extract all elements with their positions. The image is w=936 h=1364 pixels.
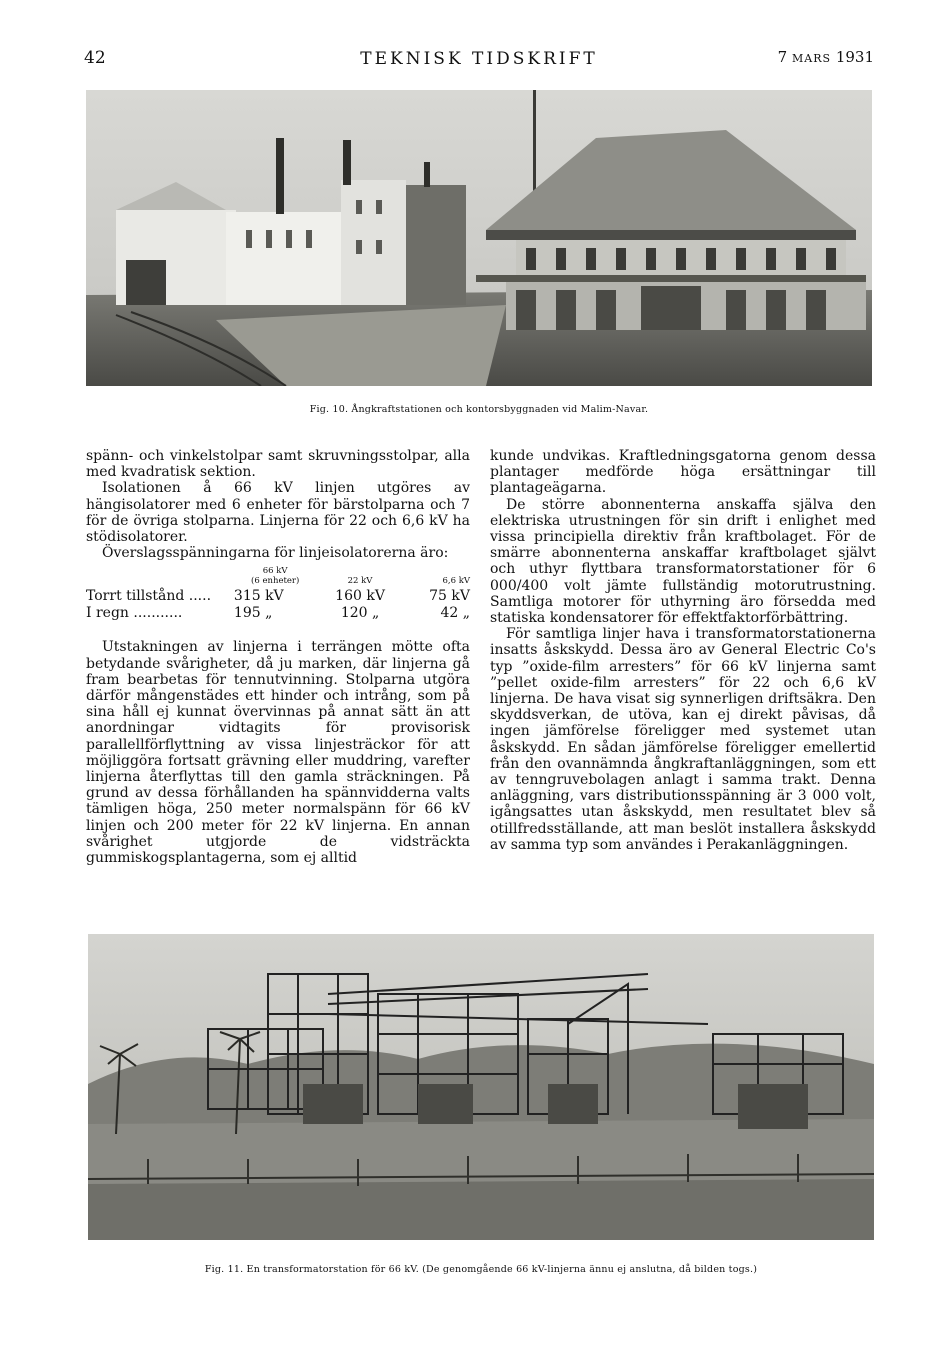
paragraph: Isolationen å 66 kV linjen utgöres av hängisolatorer med 6 enheter för bärstolparna och 7 för de övriga stolparna. Linjerna för 22 och 6,6 kV ha stödisolatorer. <box>86 480 470 546</box>
table-row <box>86 605 470 622</box>
figure-11-caption: Fig. 11. En transformatorstation för 66 kV. (De genomgående 66 kV-linjerna ännu ej anslutna, då bilden togs.) <box>204 1264 758 1275</box>
table-cell: 315 kV <box>233 588 284 605</box>
paragraph: spänn- och vinkelstolpar samt skruvningsstolpar, alla med kvadratisk sektion. <box>86 448 470 481</box>
page-number: 42 <box>84 48 106 68</box>
table-cell: 42 „ <box>440 604 470 621</box>
table-cell: I regn ........... <box>86 604 183 621</box>
figure-10-caption: Fig. 10. Ångkraftstationen och kontorsbyggnaden vid Malim-Navar. <box>309 404 649 415</box>
table-cell: 160 kV <box>335 588 385 605</box>
paragraph: För samtliga linjer hava i transformatorstationerna insatts åskskydd. Dessa äro av General Electric Co's typ ”oxide-film arresters” för 66 kV linjerna samt ”pellet oxide-film arresters” för 22 och 6,6 kV linjerna. De hava visat sig synnerligen driftsäkra. Den skyddsverkan, de utöva, kan ej direkt påvisas, då ingen jämförelse föreligger med systemet utan åskskydd. En sådan jämförelse föreligger emellertid från den ovannämnda ångkraftanläggningen, som ett av tenngruvebolagen anlagt i samma trakt. Denna anläggning, vars distributionsspänning är 3 000 volt, igångsattes utan åskskydd, men resultatet blev så otillfredsställande, att man beslöt installera åskskydd av samma typ som användes i Perakanläggningen. <box>490 626 876 853</box>
table-header: 66 kV (6 enheter) <box>251 566 300 586</box>
issue-date <box>778 48 874 66</box>
figure-10-photo <box>86 90 872 386</box>
table-cell: 120 „ <box>340 604 380 621</box>
table-row <box>86 588 470 605</box>
issue-year: 1931 <box>835 48 874 66</box>
table-cell: 195 „ <box>233 604 273 621</box>
issue-day: 7 <box>777 48 788 66</box>
journal-title: TEKNISK TIDSKRIFT <box>360 49 598 69</box>
flashover-voltage-table <box>86 567 470 621</box>
issue-month: MARS <box>792 52 832 65</box>
table-header: 22 kV <box>347 575 373 586</box>
figure-11-photo <box>88 934 874 1240</box>
text-column-right <box>490 448 876 853</box>
paragraph: Överslagsspänningarna för linjeisolatorerna äro: <box>102 545 449 562</box>
page-header <box>84 48 874 72</box>
paragraph: kunde undvikas. Kraftledningsgatorna genom dessa plantager medförde höga ersättningar till plantageägarna. <box>490 448 876 497</box>
table-cell: Torrt tillstånd ..... <box>86 588 212 605</box>
paragraph: Utstakningen av linjerna i terrängen mötte ofta betydande svårigheter, då ju marken, där linjerna gå fram bearbetas för tennutvinning. Stolparna utgöra därför mångenstädes ett hinder och intrång, som på sina håll ej kunnat övervinnas på annat sätt än att anordningar vidtagits för provisorisk parallellförflyttning av vissa linjesträckor för att möjliggöra fortsatt grävning eller muddring, varefter linjerna återflyttas till den gamla sträckningen. På grund av dessa förhållanden ha spännvidderna valts tämligen höga, 250 meter normalspänn för 66 kV linjen och 200 meter för 22 kV linjerna. En annan svårighet utgjorde de vidsträckta gummiskogsplantagerna, som ej alltid <box>86 639 470 867</box>
text-column-left <box>86 448 470 866</box>
table-cell: 75 kV <box>429 588 470 605</box>
paragraph: De större abonnenterna anskaffa själva den elektriska utrustningen för sin drift i enlighet med vissa principiella direktiv från kraftbolaget. För de smärre abonnenterna anskaffar kraftbolaget självt och uthyr flyttbara transformatorstationer för 6 000/400 volt jämte fullständig motorutrustning. Samtliga motorer för uthyrning äro försedda med statiska kondensatorer för effektfaktorförbättring. <box>490 496 876 627</box>
table-header: 6,6 kV <box>442 575 470 586</box>
